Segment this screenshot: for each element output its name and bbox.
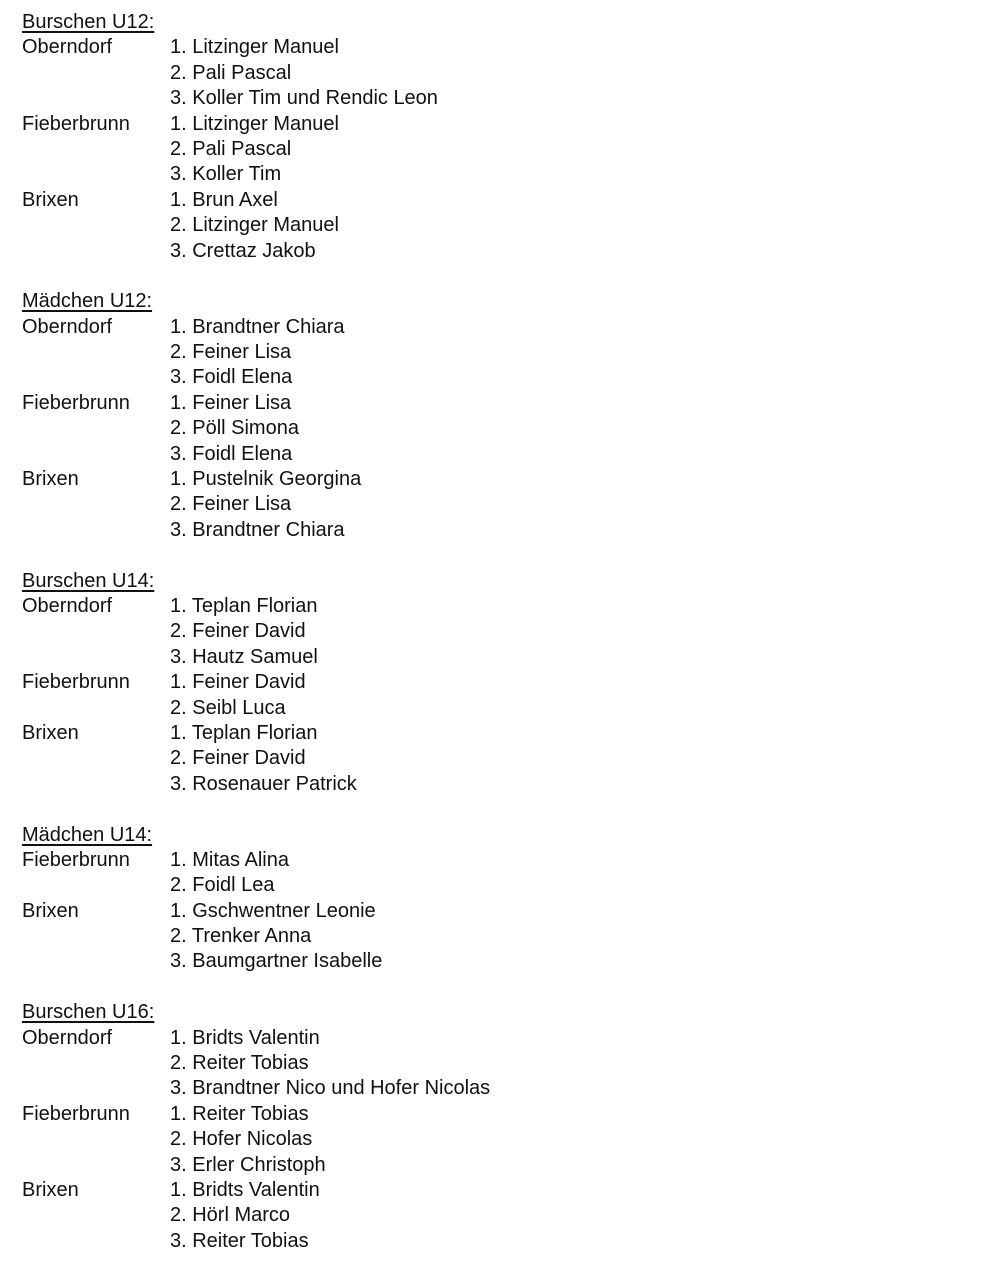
result-row: [22, 518, 962, 543]
placement-entry: 3. Reiter Tobias: [170, 1229, 309, 1252]
result-row: [22, 391, 962, 416]
placement-entry: 1. Pustelnik Georgina: [170, 468, 362, 491]
placement-entry: 3. Foidl Elena: [170, 366, 293, 389]
venue-name: Oberndorf: [22, 36, 113, 59]
placement-entry: 3. Hautz Samuel: [170, 645, 318, 668]
section-heading: Mädchen U14:: [22, 823, 153, 846]
venue-name: Brixen: [22, 1178, 79, 1201]
venue-indent: [22, 365, 170, 390]
placement-entry: 2. Feiner Lisa: [170, 493, 292, 516]
placement-entry: 3. Brandtner Chiara: [170, 518, 345, 541]
section-spacer: [22, 264, 962, 289]
result-row: [22, 315, 962, 340]
placement-entry: 2. Hörl Marco: [170, 1204, 291, 1227]
venue-name: Fieberbrunn: [22, 671, 130, 694]
placement-entry: 3. Brandtner Nico und Hofer Nicolas: [170, 1077, 491, 1100]
result-row: [22, 188, 962, 213]
venue-name: Brixen: [22, 188, 79, 211]
result-row: [22, 949, 962, 974]
section-heading: Mädchen U12:: [22, 290, 153, 313]
result-row: [22, 594, 962, 619]
venue-indent: [22, 746, 170, 771]
venue-name: Fieberbrunn: [22, 391, 130, 414]
result-row: [22, 899, 962, 924]
result-row: [22, 340, 962, 365]
venue-indent: [22, 1127, 170, 1152]
result-row: [22, 162, 962, 187]
result-row: [22, 1026, 962, 1051]
venue-indent: [22, 873, 170, 898]
placement-entry: 3. Foidl Elena: [170, 442, 293, 465]
result-row: [22, 213, 962, 238]
venue-indent: [22, 86, 170, 111]
result-row: [22, 416, 962, 441]
placement-entry: 1. Reiter Tobias: [170, 1102, 309, 1125]
result-row: [22, 1203, 962, 1228]
result-row: [22, 1102, 962, 1127]
result-row: [22, 61, 962, 86]
placement-entry: 2. Feiner David: [170, 747, 306, 770]
placement-entry: 3. Erler Christoph: [170, 1153, 326, 1176]
placement-entry: 2. Pöll Simona: [170, 417, 299, 440]
result-row: [22, 619, 962, 644]
result-row: [22, 645, 962, 670]
result-row: [22, 1127, 962, 1152]
result-row: [22, 873, 962, 898]
placement-entry: 1. Brandtner Chiara: [170, 315, 345, 338]
venue-indent: [22, 1051, 170, 1076]
venue-indent: [22, 645, 170, 670]
result-row: [22, 365, 962, 390]
venue-indent: [22, 442, 170, 467]
venue-indent: [22, 416, 170, 441]
results-document: [22, 10, 962, 1254]
section-heading: Burschen U12:: [22, 11, 155, 33]
result-row: [22, 848, 962, 873]
section-spacer: [22, 975, 962, 1000]
venue-indent: [22, 137, 170, 162]
placement-entry: 3. Rosenauer Patrick: [170, 772, 357, 795]
result-row: [22, 924, 962, 949]
venue-indent: [22, 162, 170, 187]
venue-indent: [22, 1203, 170, 1228]
result-row: [22, 1153, 962, 1178]
result-row: [22, 137, 962, 162]
result-row: [22, 670, 962, 695]
result-row: [22, 239, 962, 264]
venue-indent: [22, 518, 170, 543]
venue-indent: [22, 61, 170, 86]
placement-entry: 2. Pali Pascal: [170, 61, 292, 84]
result-row: [22, 467, 962, 492]
section-heading: Burschen U14:: [22, 569, 155, 592]
placement-entry: 1. Brun Axel: [170, 188, 278, 211]
placement-entry: 1. Bridts Valentin: [170, 1026, 320, 1049]
venue-name: Fieberbrunn: [22, 112, 130, 135]
placement-entry: 2. Feiner Lisa: [170, 341, 292, 364]
venue-name: Brixen: [22, 899, 79, 922]
result-row: [22, 442, 962, 467]
section-spacer: [22, 797, 962, 822]
venue-name: Oberndorf: [22, 594, 113, 617]
result-row: [22, 492, 962, 517]
placement-entry: 1. Mitas Alina: [170, 848, 289, 871]
venue-indent: [22, 949, 170, 974]
venue-indent: [22, 340, 170, 365]
placement-entry: 1. Teplan Florian: [170, 594, 318, 617]
result-row: [22, 1051, 962, 1076]
result-row: [22, 721, 962, 746]
venue-indent: [22, 1153, 170, 1178]
result-row: [22, 746, 962, 771]
venue-indent: [22, 696, 170, 721]
venue-name: Oberndorf: [22, 1026, 113, 1049]
result-row: [22, 1229, 962, 1254]
result-row: [22, 86, 962, 111]
placement-entry: 1. Gschwentner Leonie: [170, 899, 376, 922]
result-row: [22, 35, 962, 60]
placement-entry: 1. Litzinger Manuel: [170, 112, 339, 135]
section-spacer: [22, 543, 962, 568]
placement-entry: 2. Foidl Lea: [170, 874, 275, 897]
placement-entry: 2. Litzinger Manuel: [170, 214, 339, 237]
placement-entry: 2. Pali Pascal: [170, 137, 292, 160]
placement-entry: 3. Crettaz Jakob: [170, 239, 316, 262]
result-row: [22, 772, 962, 797]
venue-indent: [22, 1229, 170, 1254]
placement-entry: 3. Baumgartner Isabelle: [170, 950, 383, 973]
venue-name: Oberndorf: [22, 315, 113, 338]
result-row: [22, 696, 962, 721]
placement-entry: 1. Teplan Florian: [170, 721, 318, 744]
result-row: [22, 1076, 962, 1101]
venue-indent: [22, 492, 170, 517]
venue-indent: [22, 772, 170, 797]
venue-indent: [22, 924, 170, 949]
placement-entry: 1. Bridts Valentin: [170, 1178, 320, 1201]
result-row: [22, 1178, 962, 1203]
placement-entry: 2. Hofer Nicolas: [170, 1128, 313, 1151]
placement-entry: 1. Litzinger Manuel: [170, 36, 339, 59]
placement-entry: 1. Feiner Lisa: [170, 391, 292, 414]
placement-entry: 2. Feiner David: [170, 620, 306, 643]
venue-name: Brixen: [22, 721, 79, 744]
placement-entry: 3. Koller Tim: [170, 163, 282, 186]
placement-entry: 1. Feiner David: [170, 671, 306, 694]
venue-indent: [22, 619, 170, 644]
placement-entry: 2. Seibl Luca: [170, 696, 286, 719]
venue-indent: [22, 1076, 170, 1101]
placement-entry: 2. Trenker Anna: [170, 925, 312, 948]
placement-entry: 2. Reiter Tobias: [170, 1052, 309, 1075]
result-row: [22, 112, 962, 137]
section-heading: Burschen U16:: [22, 1001, 155, 1024]
venue-indent: [22, 213, 170, 238]
venue-indent: [22, 239, 170, 264]
placement-entry: 3. Koller Tim und Rendic Leon: [170, 87, 438, 110]
venue-name: Fieberbrunn: [22, 1102, 130, 1125]
venue-name: Brixen: [22, 468, 79, 491]
venue-name: Fieberbrunn: [22, 848, 130, 871]
